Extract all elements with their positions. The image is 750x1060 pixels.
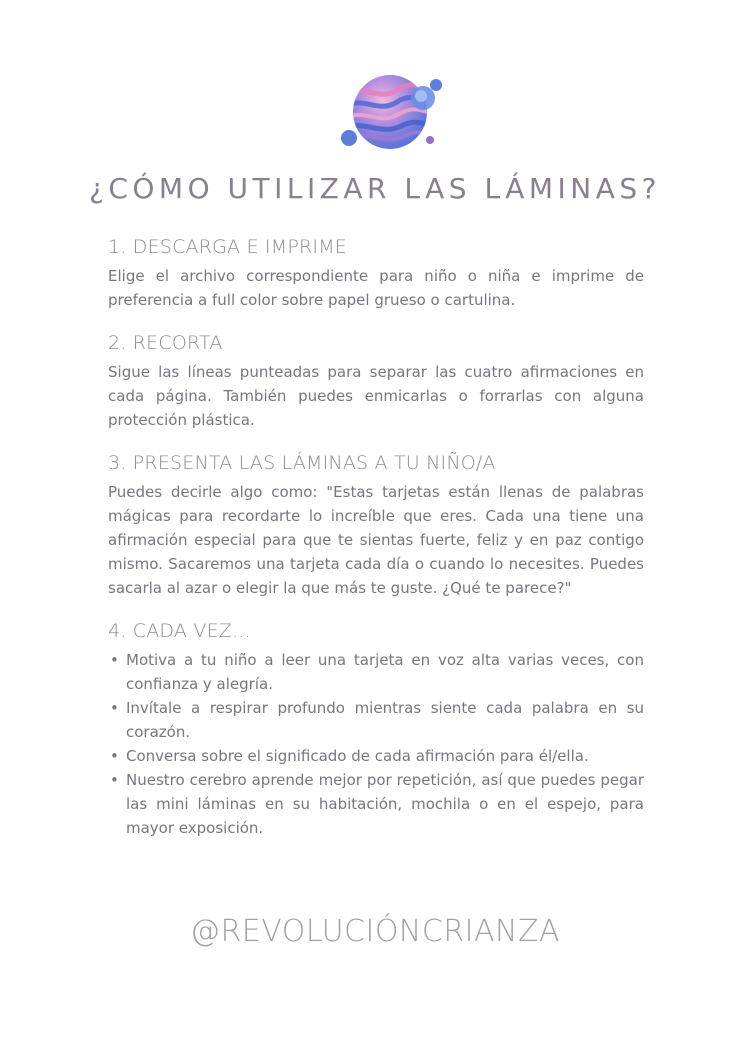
section-cut — [108, 332, 644, 432]
section-heading: 4. CADA VEZ... — [108, 620, 251, 642]
section-heading: 1. DESCARGA E IMPRIME — [108, 236, 347, 258]
section-heading: 3. PRESENTA LAS LÁMINAS A TU NIÑO/A — [108, 452, 496, 474]
watercolor-planet-icon — [335, 72, 450, 158]
section-each-time — [108, 620, 644, 840]
section-download — [108, 236, 644, 312]
section-body: Elige el archivo correspondiente para niño o niña e imprime de preferencia a full color sobre papel grueso o cartulina. — [108, 267, 644, 309]
list-item: • Invítale a respirar profundo mientras siente cada palabra en su corazón. — [108, 696, 644, 744]
footer-handle: @REVOLUCIÓNCRIANZA — [189, 914, 561, 949]
section-body: Puedes decirle algo como: "Estas tarjetas están llenas de palabras mágicas para recordarte lo increíble que eres. Cada una tiene una afirmación especial para que te sientas fuerte, feliz y en paz contigo mismo. Sacaremos una tarjeta cada día o cuando lo necesites. Puedes sacarla al azar o elegir la que más te guste. ¿Qué te parece?" — [108, 483, 644, 597]
section-present — [108, 452, 644, 600]
instructions-content — [108, 236, 644, 860]
bullet-list — [108, 648, 644, 840]
list-item: • Conversa sobre el significado de cada afirmación para él/ella. — [108, 744, 644, 768]
list-item: • Nuestro cerebro aprende mejor por repetición, así que puedes pegar las mini láminas en su habitación, mochila o en el espejo, para mayor exposición. — [108, 768, 644, 840]
page-title: ¿CÓMO UTILIZAR LAS LÁMINAS? — [88, 172, 662, 205]
section-heading: 2. RECORTA — [108, 332, 223, 354]
section-body: Sigue las líneas punteadas para separar las cuatro afirmaciones en cada página. También puedes enmicarlas o forrarlas con alguna protección plástica. — [108, 363, 644, 429]
list-item: • Motiva a tu niño a leer una tarjeta en voz alta varias veces, con confianza y alegría. — [108, 648, 644, 696]
